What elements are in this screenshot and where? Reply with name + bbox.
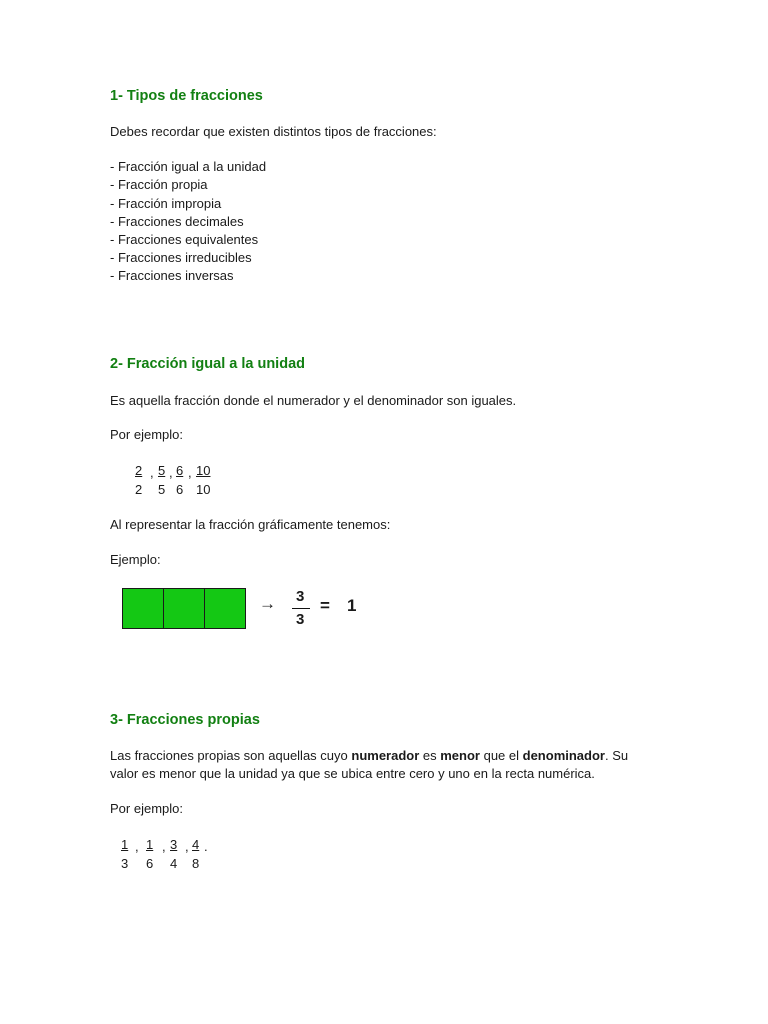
section-1-title: 1- Tipos de fracciones [110,88,263,104]
section-3-definition-line-2: valor es menor que la unidad ya que se ubica entre cero y uno en la recta numérica. [110,766,595,781]
fraction-numerator: 1 [121,837,129,852]
result-numerator: 3 [296,588,305,605]
result-value: 1 [347,596,357,615]
fraction-separator: , [188,465,192,480]
fraction-numerator: 6 [176,463,184,478]
fraction-separator: , [185,839,189,854]
fraction-separator: , [135,839,139,854]
fraction-bar-divider [163,589,164,628]
section-2-definition: Es aquella fracción donde el numerador y el denominador son iguales. [110,393,517,408]
graphic-text: Al representar la fracción gráficamente tenemos: [110,517,391,532]
fraction-denominator: 3 [121,856,129,871]
list-item: - Fracción propia [110,177,208,192]
list-item: - Fracción impropia [110,196,222,211]
fraction-separator: , [150,465,154,480]
fraction-separator: , [169,465,173,480]
fraction-numerator: 1 [146,837,154,852]
list-item: - Fracción igual a la unidad [110,159,267,174]
fraction-denominator: 10 [196,482,211,497]
fraction-denominator: 6 [146,856,154,871]
fraction-bar-divider [204,589,205,628]
list-item: - Fracciones decimales [110,214,244,229]
fraction-numerator: 3 [170,837,178,852]
fraction-separator: , [162,839,166,854]
fraction-denominator: 6 [176,482,184,497]
equals-sign: = [320,596,330,615]
section-3-definition-line-1: Las fracciones propias son aquellas cuyo numerador es menor que el denominador. Su [110,748,629,763]
fraction-denominator: 5 [158,482,166,497]
arrow-right-icon: → [259,594,276,613]
list-item: - Fracciones equivalentes [110,232,259,247]
fraction-numerator: 2 [135,463,143,478]
fraction-denominator: 8 [192,856,200,871]
list-item: - Fracciones inversas [110,268,234,283]
fraction-denominator: 4 [170,856,178,871]
fraction-numerator: 5 [158,463,166,478]
section-3-example-label: Por ejemplo: [110,801,183,816]
graphic-label: Ejemplo: [110,552,161,567]
fraction-end-mark: . [204,839,208,854]
fraction-numerator: 10 [196,463,211,478]
fraction-line [292,608,310,609]
section-1-intro: Debes recordar que existen distintos tipos de fracciones: [110,124,437,139]
fraction-numerator: 4 [192,837,200,852]
fraction-denominator: 2 [135,482,143,497]
section-3-title: 3- Fracciones propias [110,712,260,728]
list-item: - Fracciones irreducibles [110,250,252,265]
result-denominator: 3 [296,611,305,628]
section-2-example-label: Por ejemplo: [110,427,183,442]
fraction-bar-filled [122,588,246,629]
section-2-title: 2- Fracción igual a la unidad [110,356,305,372]
